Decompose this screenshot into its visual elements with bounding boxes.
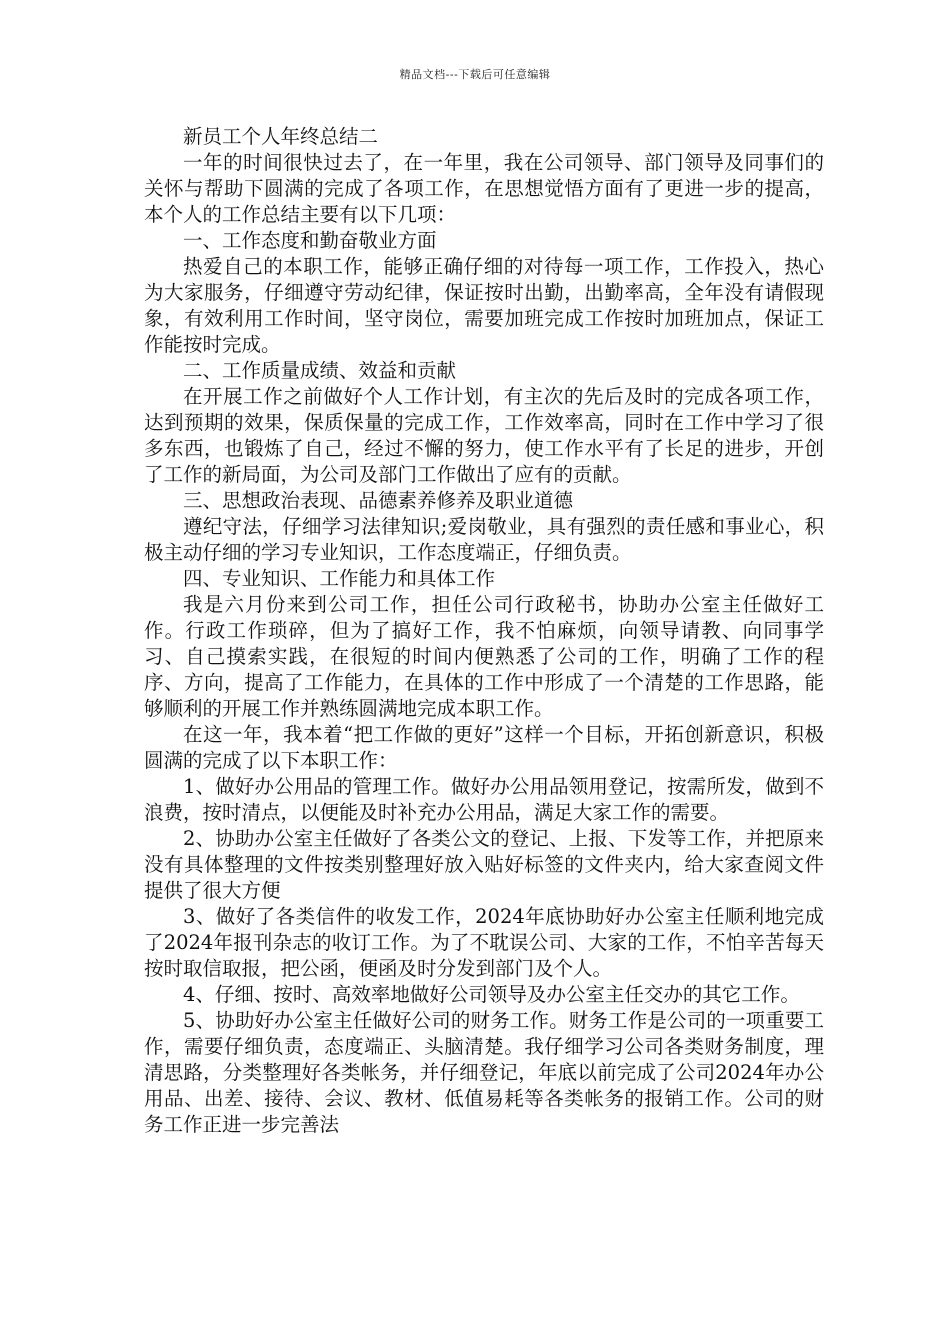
section-heading-3: 三、思想政治表现、品德素养修养及职业道德 (183, 489, 574, 512)
list-item-2: 2、协助办公室主任做好了各类公文的登记、上报、下发等工作，并把原来没有具体整理的文件按类别整理好放入贴好标签的文件夹内，给大家查阅文件提供了很大方便 (144, 827, 824, 902)
document-body (144, 124, 824, 1138)
paragraph-section-2: 在开展工作之前做好个人工作计划，有主次的先后及时的完成各项工作，达到预期的效果，保质保量的完成工作，工作效率高，同时在工作中学习了很多东西，也锻炼了自己，经过不懈的努力，使工作水平有了长足的进步，开创了工作的新局面，为公司及部门工作做出了应有的贡献。 (144, 385, 824, 486)
paragraph-section-3: 遵纪守法，仔细学习法律知识;爱岗敬业，具有强烈的责任感和事业心，积极主动仔细的学习专业知识，工作态度端正，仔细负责。 (144, 515, 824, 564)
document-title: 新员工个人年终总结二 (183, 125, 379, 148)
section-heading-2: 二、工作质量成绩、效益和贡献 (183, 359, 457, 382)
paragraph-goal: 在这一年，我本着“把工作做的更好”这样一个目标，开拓创新意识，积极圆满的完成了以下本职工作： (144, 723, 824, 772)
section-heading-4: 四、专业知识、工作能力和具体工作 (183, 567, 496, 590)
list-item-3: 3、做好了各类信件的收发工作，2024年底协助好办公室主任顺利地完成了2024年报刊杂志的收订工作。为了不耽误公司、大家的工作，不怕辛苦每天按时取信取报，把公函，便函及时分发到部门及个人。 (144, 905, 824, 980)
paragraph-section-4: 我是六月份来到公司工作，担任公司行政秘书，协助办公室主任做好工作。行政工作琐碎，但为了搞好工作，我不怕麻烦，向领导请教、向同事学习、自己摸索实践，在很短的时间内便熟悉了公司的工作，明确了工作的程序、方向，提高了工作能力，在具体的工作中形成了一个清楚的工作思路，能够顺利的开展工作并熟练圆满地完成本职工作。 (144, 593, 824, 720)
paragraph-section-1: 热爱自己的本职工作，能够正确仔细的对待每一项工作，工作投入，热心为大家服务，仔细遵守劳动纪律，保证按时出勤，出勤率高，全年没有请假现象，有效利用工作时间，坚守岗位，需要加班完成工作按时加班加点，保证工作能按时完成。 (144, 255, 824, 356)
list-item-1: 1、做好办公用品的管理工作。做好办公用品领用登记，按需所发，做到不浪费，按时清点，以便能及时补充办公用品，满足大家工作的需要。 (144, 775, 824, 824)
list-item-4: 4、仔细、按时、高效率地做好公司领导及办公室主任交办的其它工作。 (183, 983, 800, 1006)
paragraph-intro: 一年的时间很快过去了，在一年里，我在公司领导、部门领导及同事们的关怀与帮助下圆满的完成了各项工作，在思想觉悟方面有了更进一步的提高，本个人的工作总结主要有以下几项： (144, 151, 824, 226)
page-header: 精品文档---下载后可任意编辑 (399, 68, 551, 81)
list-item-5: 5、协助好办公室主任做好公司的财务工作。财务工作是公司的一项重要工作，需要仔细负责，态度端正、头脑清楚。我仔细学习公司各类财务制度，理清思路，分类整理好各类帐务，并仔细登记，年底以前完成了公司2024年办公用品、出差、接待、会议、教材、低值易耗等各类帐务的报销工作。公司的财务工作正进一步完善法 (144, 1009, 824, 1136)
section-heading-1: 一、工作态度和勤奋敬业方面 (183, 229, 437, 252)
